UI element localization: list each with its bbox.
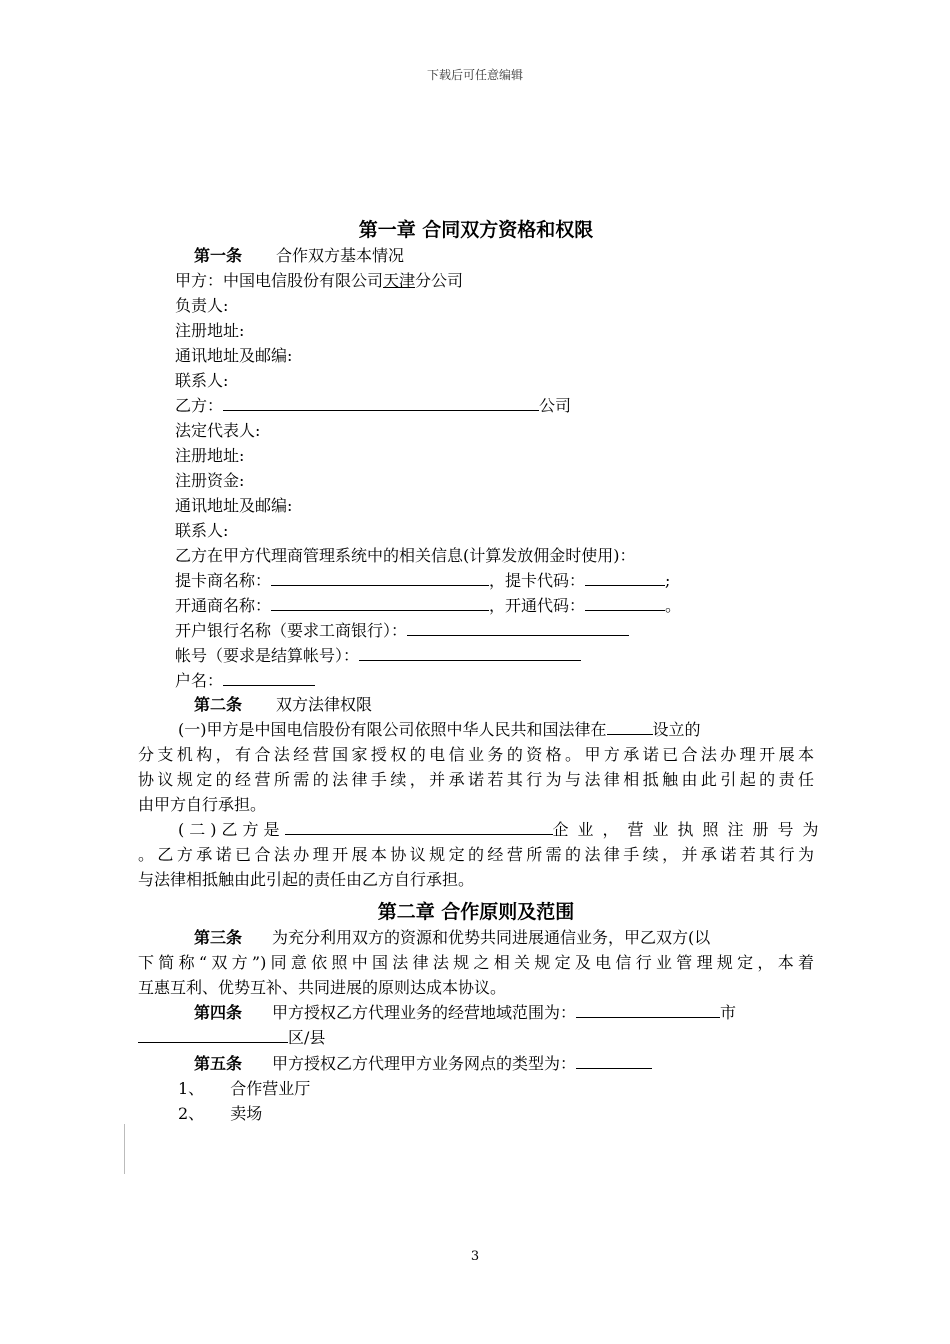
article-1-heading xyxy=(194,244,404,268)
clause-1-line-1 xyxy=(138,718,814,742)
card-dealer-name-label: 提卡商名称： xyxy=(175,571,272,590)
party-b-name-blank[interactable] xyxy=(223,394,539,411)
clause-1-line-3: 协议规定的经营所需的法律手续，并承诺若其行为与法律相抵触由此引起的责任 xyxy=(138,770,814,789)
clause-2-line-3: 与法律相抵触由此引起的责任由乙方自行承担。 xyxy=(138,870,475,889)
article-3-line-2: 下简称“双方”)同意依照中国法律法规之相关规定及电信行业管理规定，本着 xyxy=(138,953,814,972)
party-b-prefix: 乙方： xyxy=(175,396,224,415)
clause-1-line-2: 分支机构，有合法经营国家授权的电信业务的资格。甲方承诺已合法办理开展本 xyxy=(138,745,814,764)
bank-name-line xyxy=(175,619,629,643)
place-blank[interactable] xyxy=(607,718,653,735)
clause-2-line-2: 。乙方承诺已合法办理开展本协议规定的经营所需的法律手续，并承诺若其行为 xyxy=(138,845,814,864)
party-a-field: 通讯地址及邮编: xyxy=(175,346,293,365)
party-b-field: 注册地址: xyxy=(175,446,245,465)
clause-text: (二)乙方是 xyxy=(178,820,285,839)
list-item xyxy=(178,1077,310,1101)
bank-name-blank[interactable] xyxy=(407,619,629,636)
punctuation: ; xyxy=(665,571,671,590)
party-b-suffix: 公司 xyxy=(539,396,572,415)
punctuation: 。 xyxy=(665,596,682,615)
list-number: 2、 xyxy=(178,1104,205,1123)
article-title: 双方法律权限 xyxy=(276,695,373,714)
clause-1-line-4: 由甲方自行承担。 xyxy=(138,795,267,814)
party-a-field: 注册地址: xyxy=(175,321,245,340)
clause-text: 企业，营业执照注册号为 xyxy=(552,820,828,839)
page-header: 下载后可任意编辑 xyxy=(426,68,523,82)
account-name-line xyxy=(175,669,315,693)
article-label: 第五条 xyxy=(194,1054,243,1073)
chapter-2-title: 第二章 合作原则及范围 xyxy=(377,901,575,923)
card-dealer-code-blank[interactable] xyxy=(585,569,665,586)
system-info-line: 乙方在甲方代理商管理系统中的相关信息(计算发放佣金时使用)： xyxy=(175,546,636,565)
article-label: 第一条 xyxy=(194,246,243,265)
outlet-type-blank[interactable] xyxy=(576,1052,652,1069)
account-label: 帐号（要求是结算帐号）： xyxy=(175,646,360,665)
party-a-prefix: 甲方：中国电信股份有限公司 xyxy=(175,271,384,290)
party-a-line xyxy=(175,269,463,293)
enterprise-type-blank[interactable] xyxy=(285,818,553,835)
party-b-field: 联系人: xyxy=(175,521,229,540)
party-a-suffix: 分公司 xyxy=(415,271,464,290)
margin-line xyxy=(124,1124,125,1174)
clause-2-line-1 xyxy=(138,818,828,842)
article-3-line-3: 互惠互利、优势互补、共同进展的原则达成本协议。 xyxy=(138,978,507,997)
party-a-field: 负责人: xyxy=(175,296,229,315)
page-number: 3 xyxy=(470,1249,480,1264)
city-suffix: 市 xyxy=(720,1003,737,1022)
account-line xyxy=(175,644,581,668)
city-blank[interactable] xyxy=(576,1001,720,1018)
activate-dealer-line xyxy=(175,594,681,618)
activate-dealer-name-blank[interactable] xyxy=(271,594,489,611)
article-label: 第四条 xyxy=(194,1003,243,1022)
bank-name-label: 开户银行名称（要求工商银行）： xyxy=(175,621,408,640)
account-name-label: 户名： xyxy=(175,671,224,690)
article-4-line-2 xyxy=(138,1026,325,1050)
card-dealer-name-blank[interactable] xyxy=(271,569,489,586)
article-5-line xyxy=(194,1052,652,1076)
account-name-blank[interactable] xyxy=(223,669,315,686)
chapter-1-title: 第一章 合同双方资格和权限 xyxy=(358,219,594,241)
list-text: 合作营业厅 xyxy=(230,1079,311,1098)
party-a-city: 天津 xyxy=(383,271,416,290)
clause-text: 设立的 xyxy=(652,720,701,739)
activate-dealer-code-blank[interactable] xyxy=(585,594,665,611)
article-title: 合作双方基本情况 xyxy=(276,246,405,265)
article-3-line-1 xyxy=(194,926,710,950)
article-text: 甲方授权乙方代理甲方业务网点的类型为： xyxy=(272,1054,577,1073)
party-b-field: 通讯地址及邮编: xyxy=(175,496,293,515)
district-suffix: 区/县 xyxy=(288,1028,326,1047)
list-item xyxy=(178,1102,262,1126)
card-dealer-line xyxy=(175,569,670,593)
party-a-field: 联系人: xyxy=(175,371,229,390)
article-text: 甲方授权乙方代理业务的经营地域范围为： xyxy=(272,1003,577,1022)
district-blank[interactable] xyxy=(138,1026,288,1043)
party-b-field: 注册资金: xyxy=(175,471,245,490)
party-b-field: 法定代表人: xyxy=(175,421,261,440)
list-text: 卖场 xyxy=(230,1104,263,1123)
clause-text: (一)甲方是中国电信股份有限公司依照中华人民共和国法律在 xyxy=(178,720,607,739)
account-blank[interactable] xyxy=(359,644,581,661)
article-2-heading xyxy=(194,693,372,717)
card-dealer-code-label: ，提卡代码： xyxy=(489,571,586,590)
article-label: 第三条 xyxy=(194,928,243,947)
activate-dealer-name-label: 开通商名称： xyxy=(175,596,272,615)
article-4-line-1 xyxy=(194,1001,736,1025)
party-b-line xyxy=(175,394,571,418)
activate-dealer-code-label: ，开通代码： xyxy=(489,596,586,615)
list-number: 1、 xyxy=(178,1079,205,1098)
article-text: 为充分利用双方的资源和优势共同进展通信业务，甲乙双方(以 xyxy=(272,928,711,947)
article-label: 第二条 xyxy=(194,695,243,714)
